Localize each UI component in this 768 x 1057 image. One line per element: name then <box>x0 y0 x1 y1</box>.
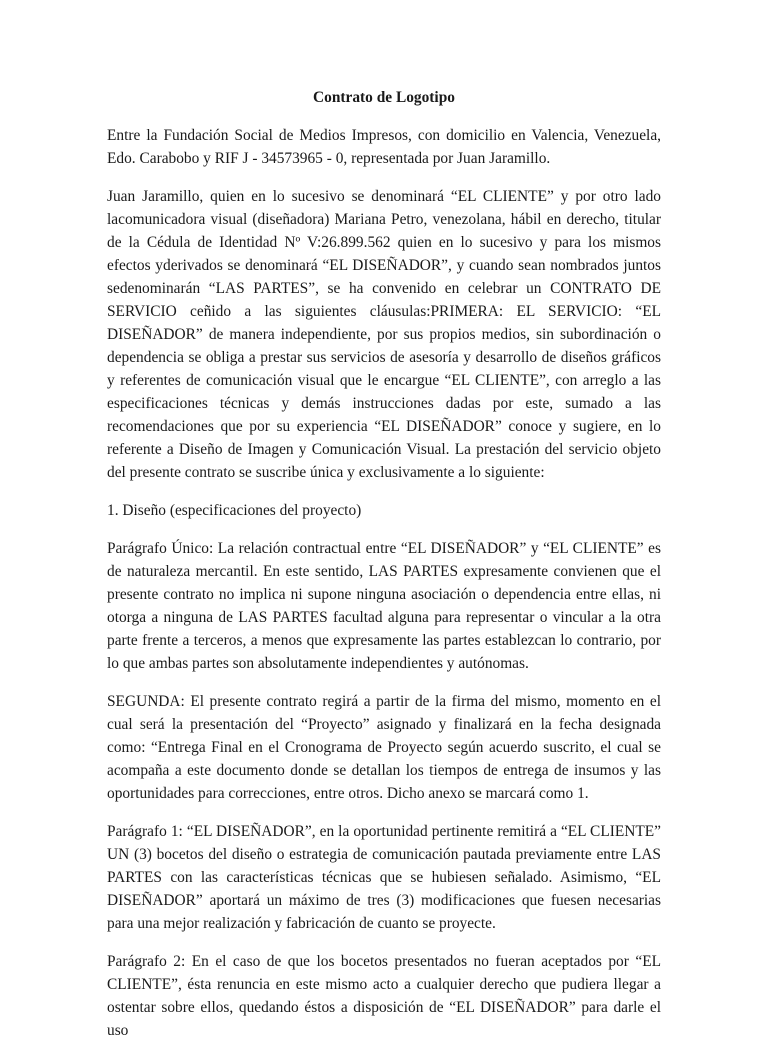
document-title: Contrato de Logotipo <box>313 89 455 106</box>
paragraph-design-spec: 1. Diseño (especificaciones del proyecto) <box>107 502 362 519</box>
paragraph-client-designer: Juan Jaramillo, quien en lo sucesivo se denominará “EL CLIENTE” y por otro lado lacomunicadora visual (diseñadora) Mariana Petro, venezolana, hábil en derecho, titular de la Cédula de Identidad Nº V:26.899.562 quien en lo sucesivo y para los mismos efectos yderivados se denominará “EL DISEÑADOR”, y cuando sean nombrados juntos sedenominarán “LAS PARTES”, se ha convenido en celebrar un CONTRATO DE SERVICIO ceñido a las siguientes cláusulas:PRIMERA: EL SERVICIO: “EL DISEÑADOR” de manera independiente, por sus propios medios, sin subordinación o dependencia se obliga a prestar sus servicios de asesoría y desarrollo de diseños gráficos y referentes de comunicación visual que le encargue “EL CLIENTE”, con arreglo a las especificaciones técnicas y demás instrucciones dadas por este, sumado a las recomendaciones que por su experiencia “EL DISEÑADOR” conoce y sugiere, en lo referente a Diseño de Imagen y Comunicación Visual. La prestación del servicio objeto del presente contrato se suscribe única y exclusivamente a lo siguiente: <box>107 188 661 481</box>
paragraph-unico: Parágrafo Único: La relación contractual entre “EL DISEÑADOR” y “EL CLIENTE” es de naturaleza mercantil. En este sentido, LAS PARTES expresamente convienen que el presente contrato no implica ni supone ninguna asociación o dependencia entre ellas, ni otorga a ninguna de LAS PARTES facultad alguna para representar o vincular a la otra parte frente a terceros, a menos que expresamente las partes establezcan lo contrario, por lo que ambas partes son absolutamente independientes y autónomas. <box>107 540 661 672</box>
paragraph-paragrafo-2: Parágrafo 2: En el caso de que los bocetos presentados no fueran aceptados por “EL CLIENTE”, ésta renuncia en este mismo acto a cualquier derecho que pudiera llegar a ostentar sobre ellos, quedando éstos a disposición de “EL DISEÑADOR” para darle el uso <box>107 953 661 1039</box>
document-page <box>107 86 661 1057</box>
paragraph-paragrafo-1: Parágrafo 1: “EL DISEÑADOR”, en la oportunidad pertinente remitirá a “EL CLIENTE” UN (3) bocetos del diseño o estrategia de comunicación pautada previamente entre LAS PARTES con las características técnicas que se hubiesen señalado. Asimismo, “EL DISEÑADOR” aportará un máximo de tres (3) modificaciones que fuesen necesarias para una mejor realización y fabricación de cuanto se proyecte. <box>107 823 661 932</box>
paragraph-parties: Entre la Fundación Social de Medios Impresos, con domicilio en Valencia, Venezuela, Edo. Carabobo y RIF J - 34573965 - 0, representada por Juan Jaramillo. <box>107 127 661 167</box>
paragraph-segunda: SEGUNDA: El presente contrato regirá a partir de la firma del mismo, momento en el cual será la presentación del “Proyecto” asignado y finalizará en la fecha designada como: “Entrega Final en el Cronograma de Proyecto según acuerdo suscrito, el cual se acompaña a este documento donde se detallan los tiempos de entrega de insumos y las oportunidades para correcciones, entre otros. Dicho anexo se marcará como 1. <box>107 693 661 802</box>
